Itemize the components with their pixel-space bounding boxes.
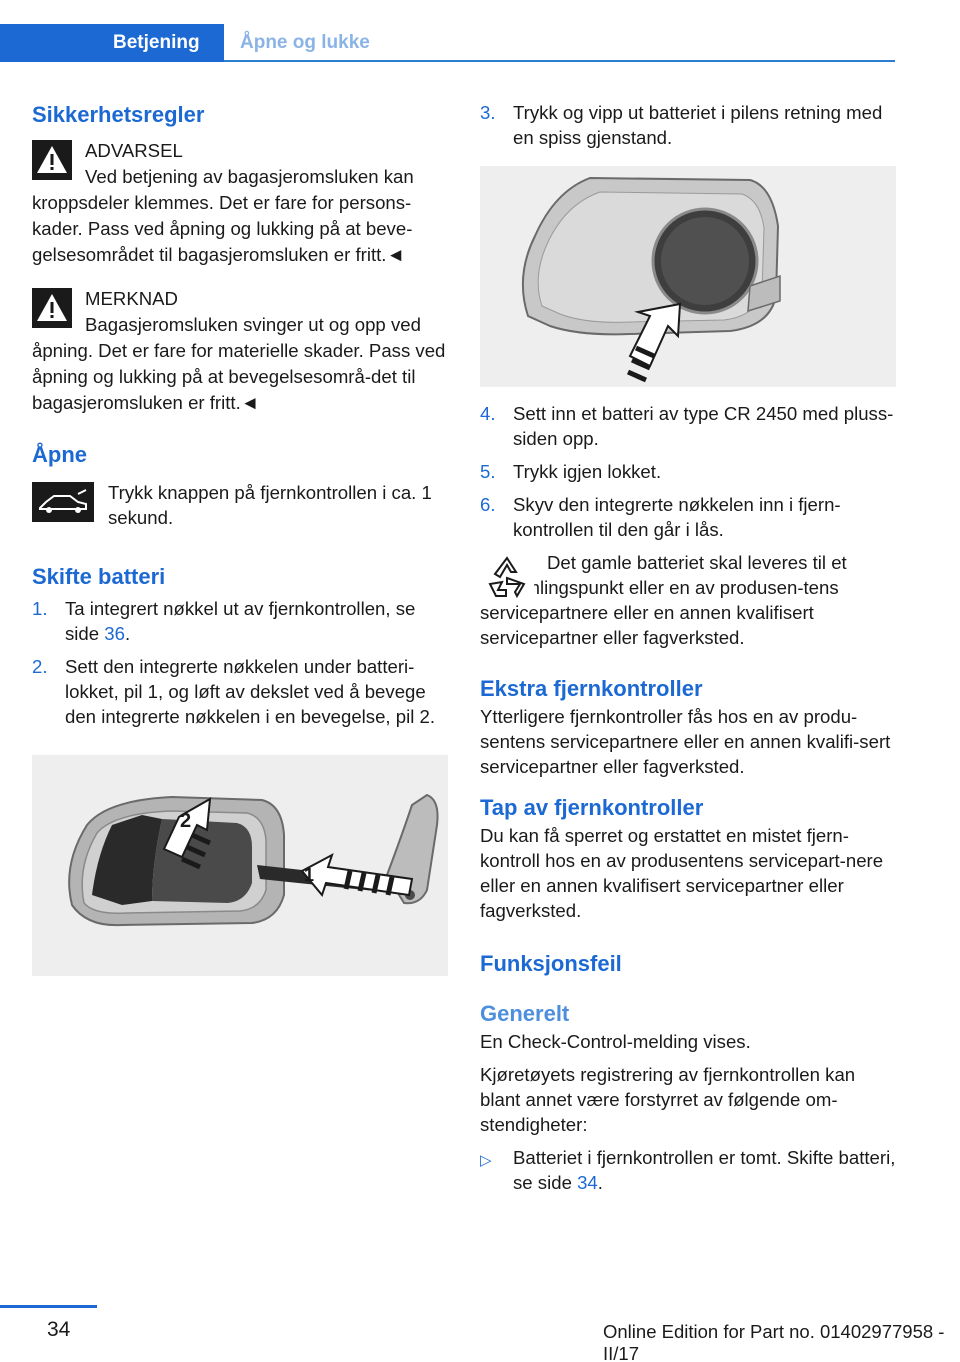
step-text: Sett den integrerte nøkkelen under batteri-lokket, pil 1, og løft av dekslet ved å bevege den integrerte nøkkelen i en bevegelse, pil 2. — [65, 656, 436, 727]
warning-block-1 — [32, 138, 450, 268]
warning-label-2: MERKNAD — [85, 288, 178, 309]
triangle-bullet-icon: ▷ — [480, 1152, 492, 1169]
bullet-text-end: . — [597, 1172, 603, 1193]
battery-figure — [480, 166, 896, 387]
step-number: 6. — [480, 494, 496, 515]
general-heading: Generelt — [480, 1001, 570, 1026]
bullet-text: Batteriet i fjernkontrollen er tomt. Skifte batteri, se side — [513, 1147, 896, 1193]
step-number: 5. — [480, 461, 496, 482]
recycle-text: Det gamle batteriet skal leveres til et innsamlingspunkt eller en av produsen-tens servicepartnere eller en annen kvalifisert servicepartner eller fagverksted. — [480, 552, 847, 648]
warning-triangle-icon — [32, 140, 72, 180]
list-item — [480, 1145, 896, 1195]
warning-block-2 — [32, 286, 450, 416]
open-text: Trykk knappen på fjernkontrollen i ca. 1 sekund. — [108, 482, 432, 528]
extra-remote-heading: Ekstra fjernkontroller — [480, 676, 703, 701]
step-number: 2. — [32, 656, 48, 677]
list-item — [32, 596, 450, 646]
list-item — [480, 459, 896, 484]
header-tabs — [0, 24, 895, 62]
figure-label-1: 1 — [304, 865, 315, 885]
battery-heading: Skifte batteri — [32, 564, 166, 589]
extra-remote-text: Ytterligere fjernkontroller fås hos en av produ-sentens servicepartnere eller en annen kvalifi-sert servicepartner eller fagverksted. — [480, 706, 891, 777]
warning-triangle-icon — [32, 288, 72, 328]
malfunction-bullets — [480, 1145, 896, 1195]
warning-text-2: Bagasjeromsluken svinger ut og opp ved åpning. Det er fare for materielle skader. Pass ved åpning og lukking på at bevegelsesområ-det til bagasjeromsluken er fritt.◄ — [32, 314, 446, 413]
open-instruction — [32, 480, 450, 530]
list-item — [480, 100, 896, 150]
key-figure — [32, 755, 448, 976]
step-text: Trykk igjen lokket. — [513, 461, 662, 482]
page-link[interactable]: 34 — [577, 1172, 598, 1193]
list-item — [480, 401, 896, 451]
battery-steps-list-continued — [480, 100, 896, 150]
battery-steps-list — [32, 596, 450, 729]
step-number: 4. — [480, 403, 496, 424]
list-item — [32, 654, 450, 729]
battery-illustration — [480, 166, 896, 387]
left-column — [32, 100, 450, 976]
page-link[interactable]: 36 — [104, 623, 125, 644]
lost-remote-heading: Tap av fjernkontroller — [480, 795, 704, 820]
step-text-end: . — [124, 623, 131, 644]
trunk-button-icon — [32, 482, 94, 522]
general-text-2: Kjøretøyets registrering av fjernkontrollen kan blant annet være forstyrret av følgende om-stendigheter: — [480, 1064, 856, 1135]
step-text: Trykk og vipp ut batteriet i pilens retning med en spiss gjenstand. — [513, 102, 883, 148]
tab-apne-og-lukke[interactable]: Åpne og lukke — [240, 32, 370, 53]
key-illustration — [32, 755, 448, 976]
recycle-note — [480, 550, 896, 650]
warning-text-1: Ved betjening av bagasjeromsluken kan kroppsdeler klemmes. Det er fare for persons-kader. Pass ved åpning og lukking på at beve-gelsesområdet til bagasjeromsluken er fritt.◄ — [32, 166, 414, 265]
safety-heading: Sikkerhetsregler — [32, 102, 205, 127]
right-column — [480, 100, 896, 1203]
list-item — [480, 492, 896, 542]
warning-label-1: ADVARSEL — [85, 140, 183, 161]
footer-rule — [0, 1305, 97, 1308]
step-number: 3. — [480, 102, 496, 123]
page-number: 34 — [47, 1318, 71, 1341]
battery-steps-list-final — [480, 401, 896, 542]
recycle-icon — [480, 550, 534, 604]
step-number: 1. — [32, 598, 48, 619]
step-text: Sett inn et batteri av type CR 2450 med pluss-siden opp. — [513, 403, 894, 449]
open-heading: Åpne — [32, 442, 87, 467]
step-text: Skyv den integrerte nøkkelen inn i fjern-kontrollen til den går i lås. — [513, 494, 841, 540]
general-text-1: En Check-Control-melding vises. — [480, 1031, 751, 1052]
edition-text: Online Edition for Part no. 01402977958 - II/17 — [603, 1321, 945, 1362]
step-text: Ta integrert nøkkel ut av fjernkontrollen, se side — [65, 598, 416, 644]
figure-label-2: 2 — [180, 810, 192, 832]
tab-betjening[interactable]: Betjening — [0, 24, 224, 62]
lost-remote-text: Du kan få sperret og erstattet en mistet fjern-kontroll hos en av produsentens servicepart-nere eller en annen kvalifisert servicepartner eller fagverksted. — [480, 825, 884, 921]
malfunction-heading: Funksjonsfeil — [480, 951, 622, 976]
